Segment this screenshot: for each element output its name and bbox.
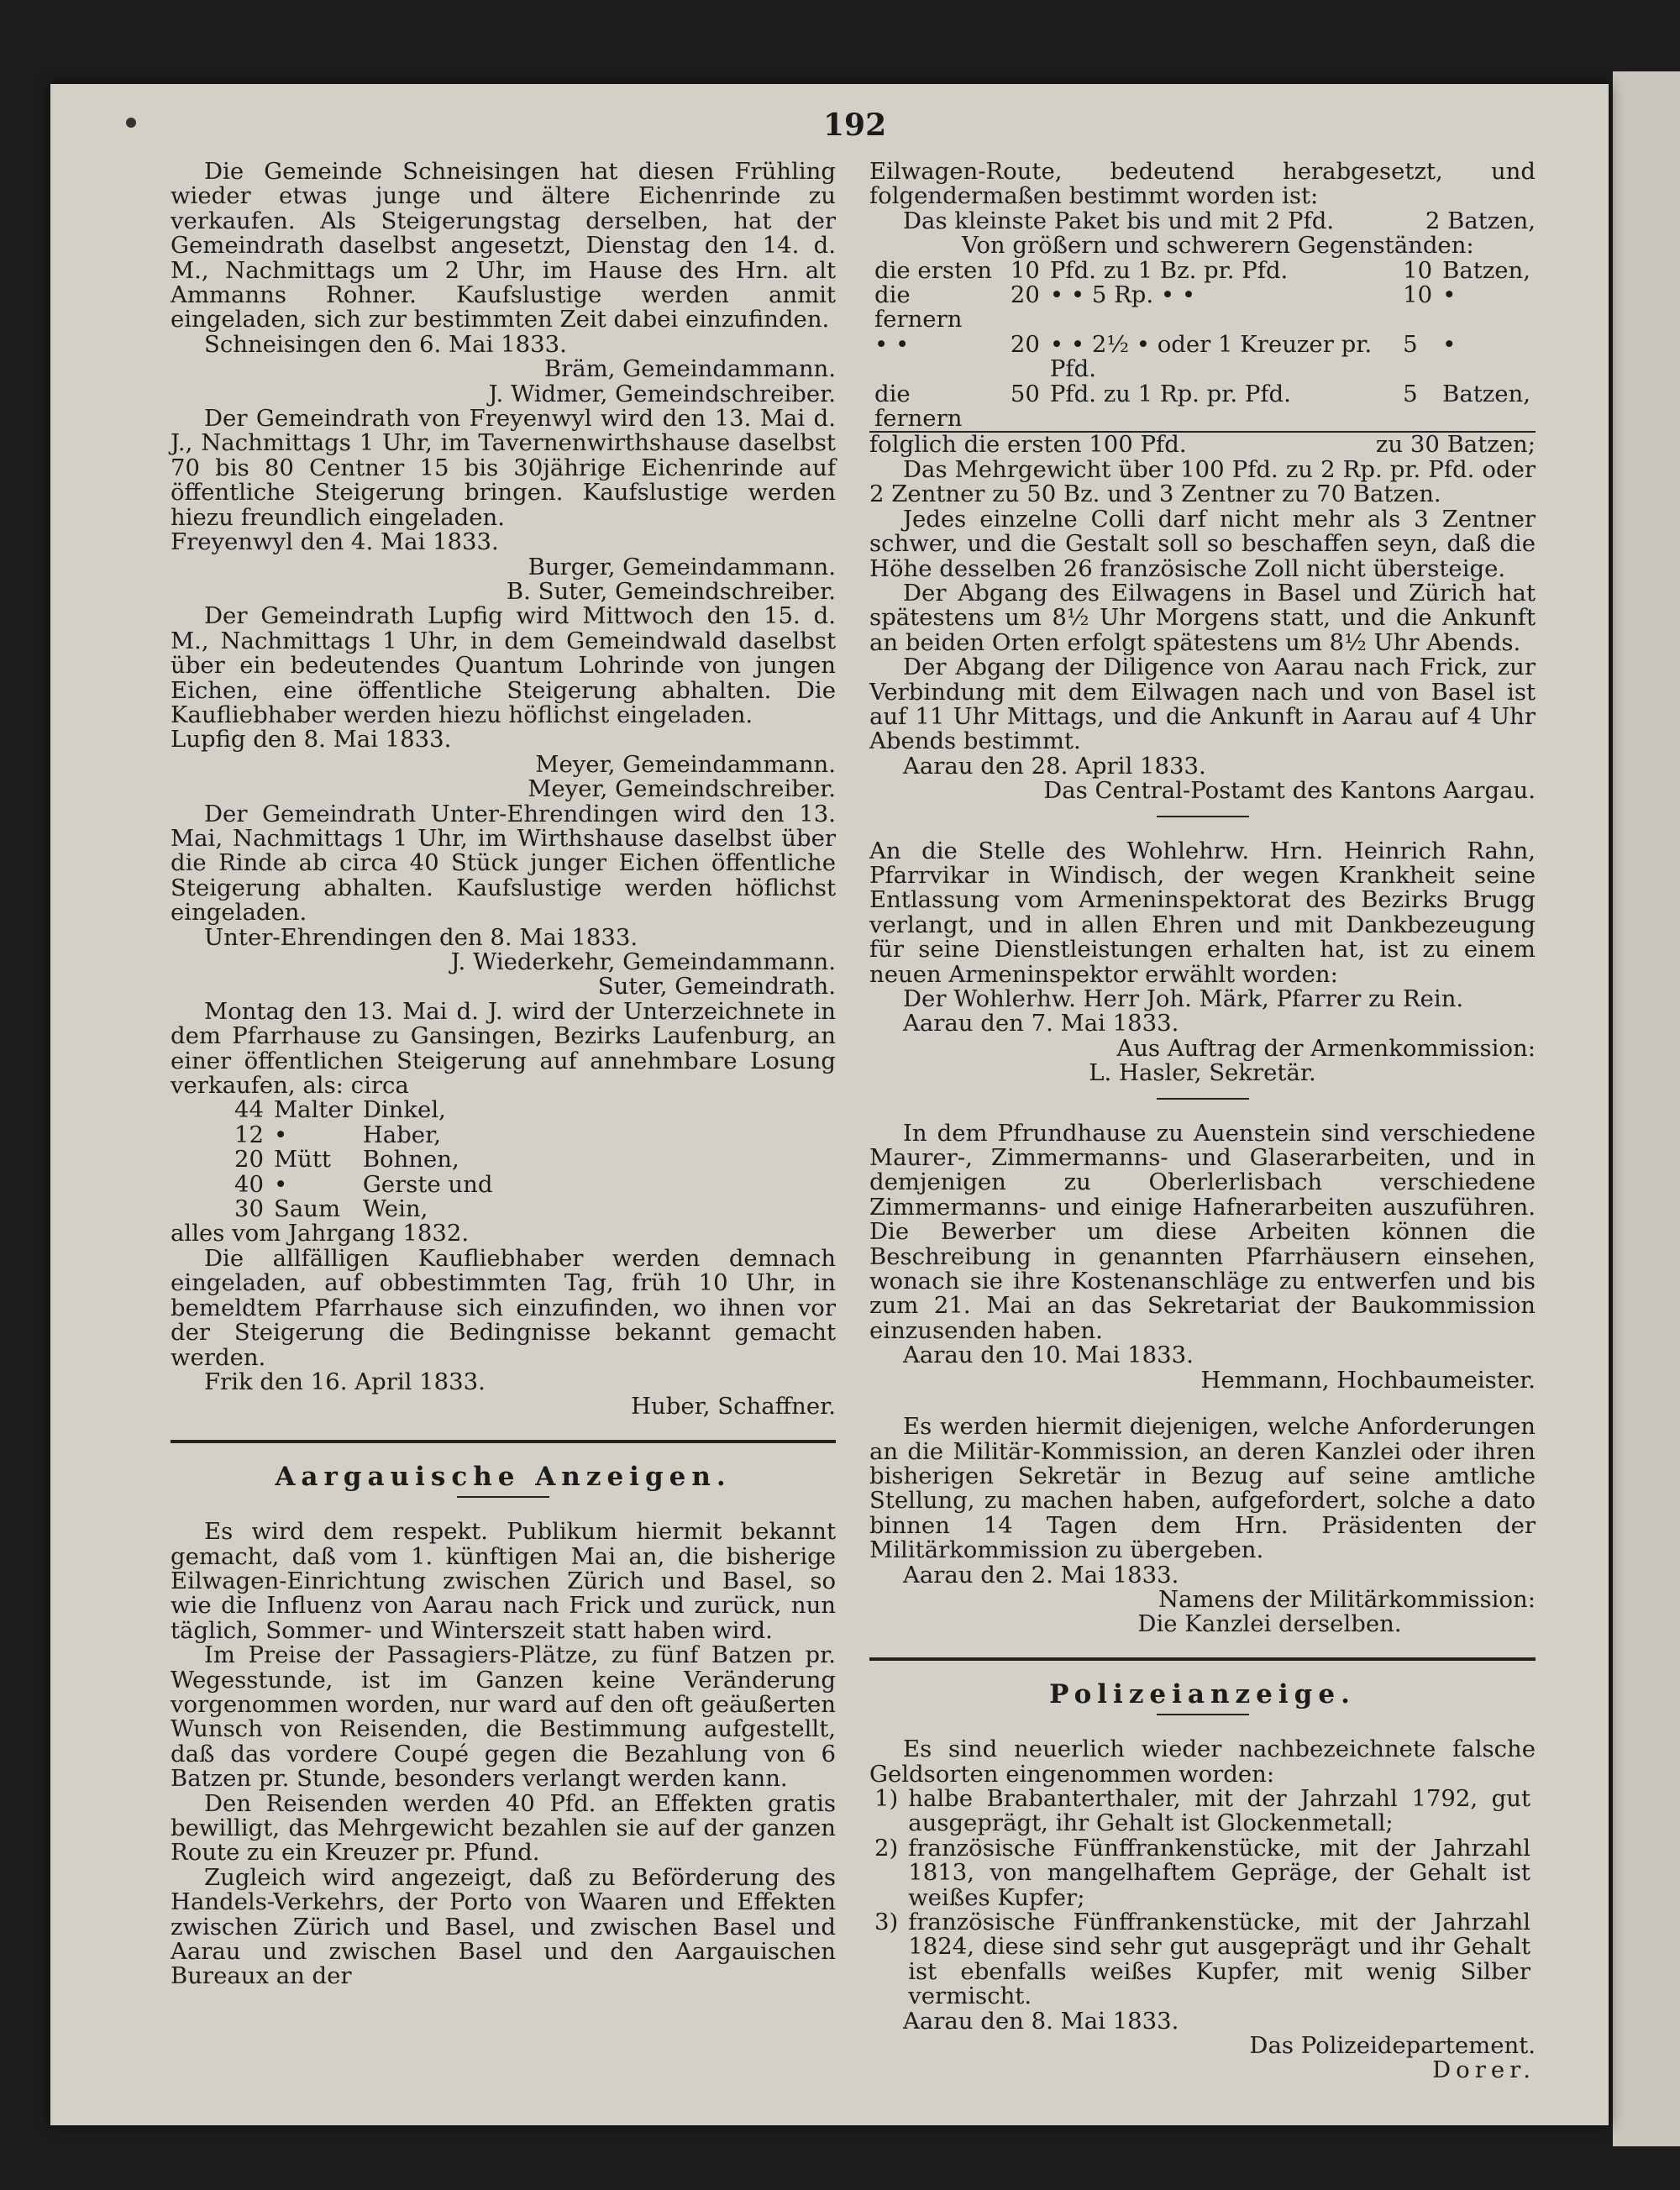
tariff-row: die fernern 20 • • 5 Rp. • • 10 • <box>874 281 1457 333</box>
notice-overweight: Das Mehrgewicht über 100 Pfd. zu 2 Rp. pr. Pfd. oder 2 Zentner zu 50 Bz. und 3 Zentner zu 70 Batzen. <box>869 455 1536 508</box>
notice-date: Unter-Ehrendingen den 8. Mai 1833. <box>204 923 638 951</box>
signature: Namens der Militärkommission: <box>1158 1585 1536 1613</box>
signature: B. Suter, Gemeindschreiber. <box>506 577 836 605</box>
signature: Hemmann, Hochbaumeister. <box>1200 1366 1536 1394</box>
tariff-line <box>869 209 1536 234</box>
notice-date: Aarau den 10. Mai 1833. <box>903 1342 1194 1369</box>
section-divider <box>869 1657 1536 1661</box>
tariff-row: • • 20 • • 2½ • oder 1 Kreuzer pr. Pfd. 5 • <box>874 330 1457 383</box>
notice-schneisingen: Die Gemeinde Schneisingen hat diesen Frühling wieder etwas junge und ältere Eichenrinde zu verkaufen. Als Steigerungstag derselben, hat der Gemeindrath daselbst angesetzt, Dienstag den 14. d. M., Nachmittags um 2 Uhr, im Hause des Hrn. alt Ammanns Rohner. Kaufslustige werden anmit eingeladen, sich zur bestimmten Zeit dabei einzufinden. <box>171 158 836 333</box>
signature: Die Kanzlei derselben. <box>1137 1610 1402 1638</box>
signature: Meyer, Gemeindammann. <box>535 750 836 778</box>
goods-row: 40 • Gerste und <box>234 1170 493 1198</box>
coin-item: 2) französische Fünffrankenstücke, mit der Jahrzahl 1813, von mangelhaftem Gepräge, der Gehalt ist weißes Kupfer; <box>874 1834 1530 1911</box>
left-column <box>171 160 836 1989</box>
notice-date: Schneisingen den 6. Mai 1833. <box>204 330 567 358</box>
notice-date: Aarau den 8. Mai 1833. <box>903 2007 1179 2035</box>
ink-dot <box>126 118 136 128</box>
notice-departure: Der Abgang des Eilwagens in Basel und Zürich hat spätestens um 8½ Uhr Morgens statt, und die Ankunft an beiden Orten erfolgt spätestens um 8½ Uhr Abends. <box>869 579 1536 656</box>
goods-row: 12 • Haber, <box>234 1121 441 1148</box>
notice-date: Aarau den 7. Mai 1833. <box>903 1010 1179 1037</box>
signature: Burger, Gemeindammann. <box>528 553 836 580</box>
signature: Aus Auftrag der Armenkommission: <box>1116 1034 1536 1062</box>
tariff-subheading: Von größern und schwerern Gegenständen: <box>962 232 1474 260</box>
page-number: 192 <box>823 108 887 143</box>
tariff-line-price: 2 Batzen, <box>1425 207 1536 234</box>
notice-date: Aarau den 2. Mai 1833. <box>903 1561 1179 1589</box>
tariff-total <box>869 433 1536 457</box>
notice-unter-ehrendingen: Der Gemeindrath Unter-Ehrendingen wird den 13. Mai, Nachmittags 1 Uhr, im Wirthshause daselbst über die Rinde ab circa 40 Stück junger Eichen öffentliche Steigerung abhalten. Kaufslustige werden höflichst eingeladen. <box>171 800 836 927</box>
tariff-total-value: zu 30 Batzen; <box>1375 431 1536 459</box>
notice-lupfig: Der Gemeindrath Lupfig wird Mittwoch den 15. d. M., Nachmittags 1 Uhr, in dem Gemeindwald daselbst über ein bedeutendes Quantum Lohrinde von jungen Eichen, eine öffentliche Steigerung abhalten. Die Kaufliebhaber werden hiezu höflichst eingeladen. <box>171 602 836 728</box>
signature: Das Central-Postamt des Kantons Aargau. <box>1043 777 1536 805</box>
spacer <box>869 1393 1536 1415</box>
goods-row: 44 Malter Dinkel, <box>234 1096 446 1124</box>
tariff-line-text: Das kleinste Paket bis und mit 2 Pfd. <box>903 207 1335 234</box>
section-heading: Polizeianzeige. <box>1049 1678 1356 1709</box>
notice-eilwagen: Es wird dem respekt. Publikum hiermit bekannt gemacht, daß vom 1. künftigen Mai an, die bisherige Eilwagen-Einrichtung zwischen Zürich und Basel, so wie die Influenz von Aarau nach Frick und zurück, nun täglich, Sommer- und Winterszeit statt haben wird. <box>171 1518 836 1644</box>
notice-falschgeld: Es sind neuerlich wieder nachbezeichnete falsche Geldsorten eingenommen worden: <box>869 1736 1536 1788</box>
notice-date: Frik den 16. April 1833. <box>204 1368 486 1395</box>
notice-pfrundhaus: In dem Pfrundhause zu Auenstein sind verschiedene Maurer-, Zimmermanns- und Glaserarbeiten, und in demjenigen zu Oberlerlisbach verschiedene Zimmermanns- und einige Hafnerarbeiten auszuführen. Die Bewerber um diese Arbeiten können die Beschreibung in genannten Pfarrhäusern einsehen, wonach sie ihre Kostenanschläge zu entwerfen und bis zum 21. Mai an das Sekretariat der Baukommission einzusenden haben. <box>869 1119 1536 1344</box>
elected-person: Der Wohlerhw. Herr Joh. Märk, Pfarrer zu Rein. <box>903 985 1464 1012</box>
coin-list <box>869 1784 1536 2010</box>
goods-list <box>229 1098 497 1221</box>
notice-armeninspektor: An die Stelle des Wohlehrw. Hrn. Heinrich Rahn, Pfarrvikar in Windisch, der wegen Krankheit seine Entlassung vom Armeninspektorat des Bezirks Brugg verlangt, und in allen Ehren und mit Dankbezeugung für seine Dienstleistungen erhalten hat, ist zu einem neuen Armeninspektor erwählt worden: <box>869 837 1536 988</box>
notice-militaer: Es werden hiermit diejenigen, welche Anforderungen an die Militär-Kommission, an deren Kanzlei oder ihren bisherigen Sekretär in Bezug auf seine amtliche Stellung, zu machen haben, aufgefordert, solche a dato binnen 14 Tagen dem Hrn. Präsidenten der Militärkommission zu übergeben. <box>869 1413 1536 1564</box>
notice-date: Lupfig den 8. Mai 1833. <box>171 726 452 754</box>
signature: J. Widmer, Gemeindschreiber. <box>488 380 836 407</box>
notice-diligence: Der Abgang der Diligence von Aarau nach Frick, zur Verbindung mit dem Eilwagen nach und von Basel ist auf 11 Uhr Mittags, und die Ankunft in Aarau auf 4 Uhr Abends bestimmt. <box>869 654 1536 755</box>
notice-buyers: Die allfälligen Kaufliebhaber werden demnach eingeladen, auf obbestimmten Tag, früh 10 Uhr, in bemeldtem Pfarrhause sich einzufinden, wo ihnen vor der Steigerung die Bedingnisse bekannt gemacht werden. <box>171 1244 836 1371</box>
goods-tail: alles vom Jahrgang 1832. <box>171 1220 470 1247</box>
heading-rule <box>1157 1714 1249 1715</box>
goods-row: 20 Mütt Bohnen, <box>234 1146 459 1174</box>
signature: L. Hasler, Sekretär. <box>1089 1059 1316 1087</box>
notice-rule <box>1157 1098 1249 1100</box>
signature: Bräm, Gemeindammann. <box>543 355 836 383</box>
tariff-table <box>869 256 1536 433</box>
signature: Dorer. <box>1432 2056 1536 2084</box>
signature: Suter, Gemeindrath. <box>597 973 836 1000</box>
notice-date: Aarau den 28. April 1833. <box>903 752 1206 780</box>
notice-rule <box>1157 816 1249 817</box>
notice-prices: Im Preise der Passagiers-Plätze, zu fünf Batzen pr. Wegesstunde, ist im Ganzen keine Veränderung vorgenommen worden, nur ward auf den oft geäußerten Wunsch von Reisenden, die Bestimmung aufgestellt, daß das vordere Coupé gegen die Bezahlung von 6 Batzen pr. Stunde, besonders verlangt werden kann. <box>171 1641 836 1793</box>
notice-date: Freyenwyl den 4. Mai 1833. <box>171 528 499 556</box>
notice-porto: Zugleich wird angezeigt, daß zu Beförderung des Handels-Verkehrs, der Porto von Waaren und Effekten zwischen Zürich und Basel, und zwischen Basel und Aarau und zwischen Basel und den Aargauischen Bureaux an der <box>171 1863 836 1990</box>
signature: Das Polizeidepartement. <box>1249 2032 1536 2060</box>
right-column <box>869 160 1536 2083</box>
notice-route: Eilwagen-Route, bedeutend herabgesetzt, und folgendermaßen bestimmt worden ist: <box>869 158 1536 210</box>
facing-page-edge <box>1613 71 1680 2146</box>
goods-row: 30 Saum Wein, <box>234 1195 428 1223</box>
signature: Huber, Schaffner. <box>631 1393 836 1421</box>
notice-colli: Jedes einzelne Colli darf nicht mehr als 3 Zentner schwer, und die Gestalt soll so beschaffen seyn, daß die Höhe desselben 26 französische Zoll nicht übersteige. <box>869 505 1536 582</box>
tariff-row: die ersten 10 Pfd. zu 1 Bz. pr. Pfd. 10 Batzen, <box>874 256 1530 284</box>
section-heading: Aargauische Anzeigen. <box>275 1461 732 1492</box>
heading-rule <box>457 1496 549 1498</box>
notice-luggage: Den Reisenden werden 40 Pfd. an Effekten gratis bewilligt, das Mehrgewicht bezahlen sie auf der ganzen Route zu ein Kreuzer pr. Pfund. <box>171 1789 836 1867</box>
coin-item: 1) halbe Brabanterthaler, mit der Jahrzahl 1792, gut ausgeprägt, ihr Gehalt ist Glockenmetall; <box>874 1784 1530 1837</box>
signature: Meyer, Gemeindschreiber. <box>528 775 836 803</box>
notice-gansingen: Montag den 13. Mai d. J. wird der Unterzeichnete in dem Pfarrhause zu Gansingen, Bezirks Laufenburg, an einer öffentlichen Steigerung auf annehmbare Losung verkaufen, als: circa <box>171 997 836 1100</box>
section-divider <box>171 1440 836 1443</box>
coin-item: 3) französische Fünffrankenstücke, mit der Jahrzahl 1824, diese sind sehr gut ausgeprägt und ihr Gehalt ist ebenfalls weißes Kupfer, mit wenig Silber vermischt. <box>874 1909 1530 2010</box>
tariff-total-label: folglich die ersten 100 Pfd. <box>869 431 1187 459</box>
tariff-row: die fernern 50 Pfd. zu 1 Rp. pr. Pfd. 5 Batzen, <box>869 382 1536 433</box>
signature: J. Wiederkehr, Gemeindammann. <box>450 948 836 975</box>
notice-freyenwyl: Der Gemeindrath von Freyenwyl wird den 13. Mai d. J., Nachmittags 1 Uhr, im Tavernenwirthshause daselbst 70 bis 80 Centner 15 bis 30jährige Eichenrinde auf öffentliche Steigerung bringen. Kaufslustige werden hiezu freundlich eingeladen. <box>171 405 836 531</box>
